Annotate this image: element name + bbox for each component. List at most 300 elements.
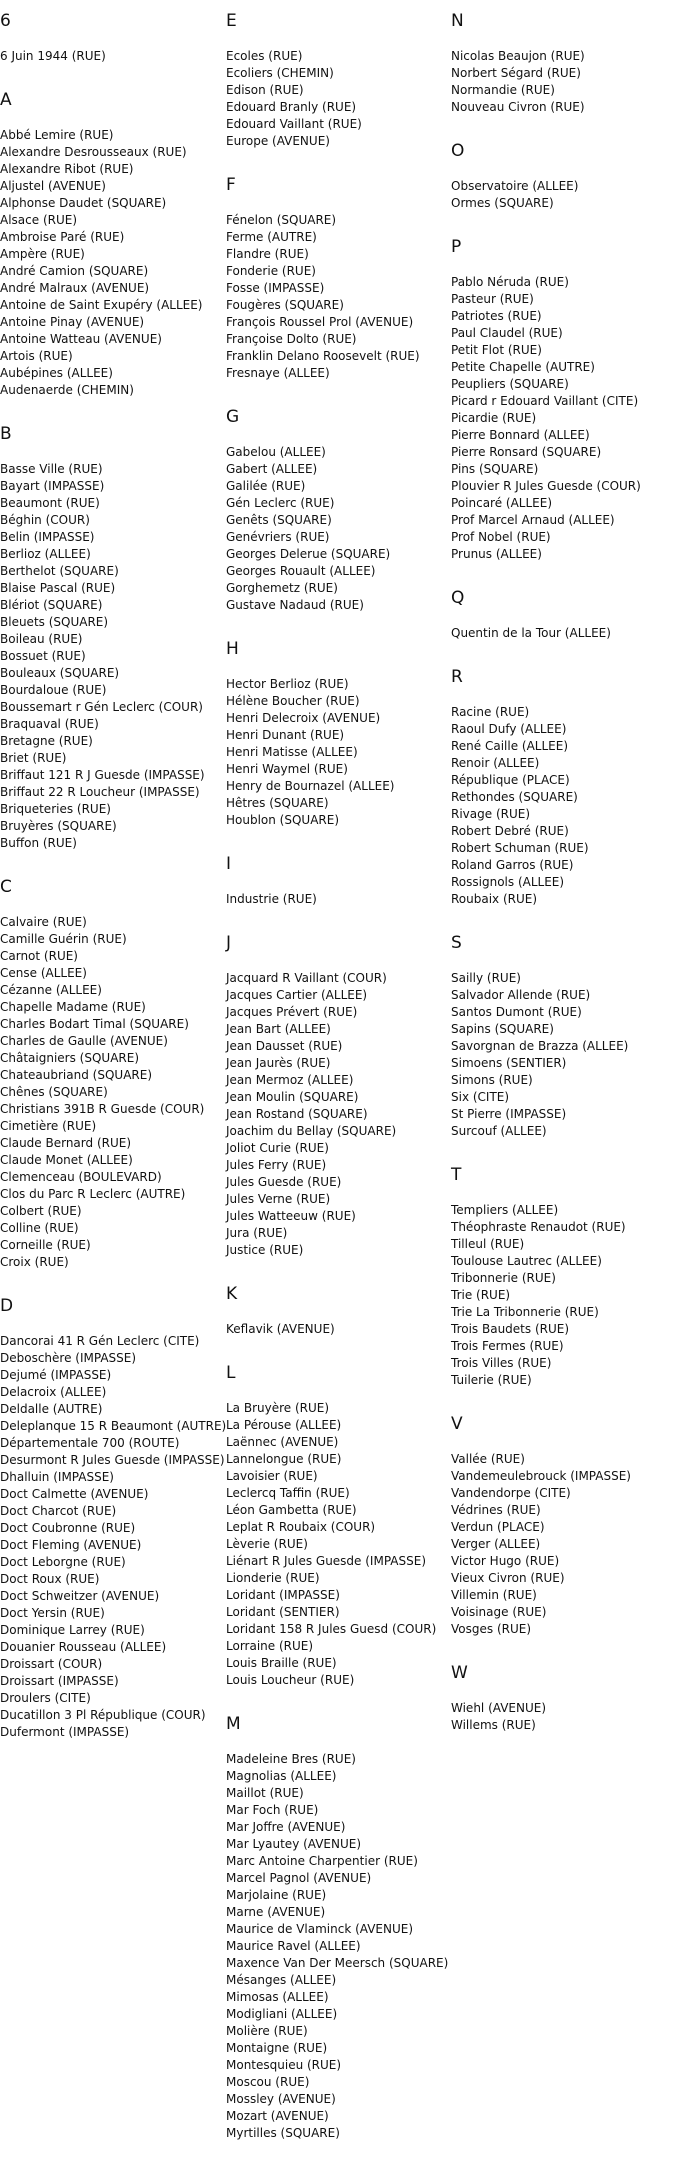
section-letter-heading: 6 — [0, 11, 11, 31]
street-entry: Gabelou (ALLEE) — [226, 445, 326, 459]
street-entry: Artois (RUE) — [0, 349, 73, 363]
street-entry: Genévriers (RUE) — [226, 530, 330, 544]
street-entry: Védrines (RUE) — [451, 1503, 541, 1517]
street-entry: Hélène Boucher (RUE) — [226, 694, 360, 708]
street-entry: Henri Waymel (RUE) — [226, 762, 348, 776]
street-entry: Mar Foch (RUE) — [226, 1803, 319, 1817]
street-entry: Doct Fleming (AVENUE) — [0, 1538, 142, 1552]
street-entry: Marc Antoine Charpentier (RUE) — [226, 1854, 418, 1868]
street-entry: Joachim du Bellay (SQUARE) — [226, 1124, 397, 1138]
street-entry: Charles de Gaulle (AVENUE) — [0, 1034, 168, 1048]
street-entry: André Camion (SQUARE) — [0, 264, 149, 278]
letter-section — [226, 1362, 451, 1689]
street-entry: Prof Nobel (RUE) — [451, 530, 551, 544]
street-entry: Hêtres (SQUARE) — [226, 796, 329, 810]
section-letter-heading: N — [451, 11, 464, 31]
street-entry: Blaise Pascal (RUE) — [0, 581, 116, 595]
letter-section — [0, 1295, 226, 1741]
street-list — [226, 444, 451, 614]
street-entry: Villemin (RUE) — [451, 1588, 537, 1602]
street-entry: Vosges (RUE) — [451, 1622, 532, 1636]
street-entry: Maurice de Vlaminck (AVENUE) — [226, 1922, 414, 1936]
street-entry: Moscou (RUE) — [226, 2075, 310, 2089]
street-entry: Mozart (AVENUE) — [226, 2109, 329, 2123]
street-entry: Bruyères (SQUARE) — [0, 819, 117, 833]
street-entry: Santos Dumont (RUE) — [451, 1005, 582, 1019]
street-entry: Dejumé (IMPASSE) — [0, 1368, 112, 1382]
index-column — [226, 10, 451, 2166]
street-entry: Briffaut 22 R Loucheur (IMPASSE) — [0, 785, 200, 799]
street-entry: Edouard Vaillant (RUE) — [226, 117, 362, 131]
street-entry: Claude Monet (ALLEE) — [0, 1153, 133, 1167]
street-entry: Mésanges (ALLEE) — [226, 1973, 337, 1987]
section-letter-heading: Q — [451, 588, 465, 608]
street-entry: Braquaval (RUE) — [0, 717, 99, 731]
street-entry: Jules Verne (RUE) — [226, 1192, 331, 1206]
street-entry: Observatoire (ALLEE) — [451, 179, 579, 193]
street-entry: Joliot Curie (RUE) — [226, 1141, 329, 1155]
street-entry: Georges Rouault (ALLEE) — [226, 564, 376, 578]
letter-section — [451, 140, 675, 212]
street-entry: Prunus (ALLEE) — [451, 547, 542, 561]
street-list — [451, 1202, 675, 1389]
letter-section — [226, 1283, 451, 1338]
street-entry: Ducatillon 3 Pl République (COUR) — [0, 1708, 206, 1722]
street-list — [451, 1451, 675, 1638]
section-letter-heading: I — [226, 854, 232, 874]
street-entry: Mimosas (ALLEE) — [226, 1990, 329, 2004]
street-entry: Pierre Bonnard (ALLEE) — [451, 428, 590, 442]
street-entry: Six (CITE) — [451, 1090, 510, 1104]
section-letter-heading: W — [451, 1663, 468, 1683]
street-entry: Théophraste Renaudot (RUE) — [451, 1220, 626, 1234]
street-entry: 6 Juin 1944 (RUE) — [0, 49, 106, 63]
street-entry: Fénelon (SQUARE) — [226, 213, 337, 227]
street-entry: Bretagne (RUE) — [0, 734, 93, 748]
letter-section — [451, 666, 675, 908]
street-entry: Voisinage (RUE) — [451, 1605, 547, 1619]
street-entry: Christians 391B R Guesde (COUR) — [0, 1102, 205, 1116]
street-entry: Sapins (SQUARE) — [451, 1022, 554, 1036]
street-list — [451, 1700, 675, 1734]
street-entry: Lèverie (RUE) — [226, 1537, 308, 1551]
street-entry: Marne (AVENUE) — [226, 1905, 326, 1919]
street-list — [226, 48, 451, 150]
letter-section — [226, 638, 451, 829]
street-entry: Doct Coubronne (RUE) — [0, 1521, 136, 1535]
street-entry: Doct Schweitzer (AVENUE) — [0, 1589, 160, 1603]
section-letter-heading: M — [226, 1714, 241, 1734]
street-entry: Louis Braille (RUE) — [226, 1656, 337, 1670]
street-entry: Normandie (RUE) — [451, 83, 555, 97]
street-list — [0, 461, 226, 852]
section-letter-heading: P — [451, 237, 462, 257]
street-entry: Prof Marcel Arnaud (ALLEE) — [451, 513, 615, 527]
street-entry: Rossignols (ALLEE) — [451, 875, 565, 889]
street-entry: Trois Baudets (RUE) — [451, 1322, 570, 1336]
street-entry: Colbert (RUE) — [0, 1204, 82, 1218]
street-entry: Roland Garros (RUE) — [451, 858, 574, 872]
street-entry: Henri Dunant (RUE) — [226, 728, 345, 742]
street-list — [451, 274, 675, 563]
street-entry: Alsace (RUE) — [0, 213, 78, 227]
street-entry: Basse Ville (RUE) — [0, 462, 103, 476]
letter-section — [226, 406, 451, 614]
letter-section — [451, 236, 675, 563]
street-entry: Chênes (SQUARE) — [0, 1085, 108, 1099]
street-entry: Norbert Ségard (RUE) — [451, 66, 581, 80]
letter-section — [0, 89, 226, 399]
street-entry: Fresnaye (ALLEE) — [226, 366, 330, 380]
street-entry: La Bruyère (RUE) — [226, 1401, 330, 1415]
street-entry: Simons (RUE) — [451, 1073, 533, 1087]
street-entry: Doct Roux (RUE) — [0, 1572, 100, 1586]
street-entry: Gabert (ALLEE) — [226, 462, 318, 476]
street-entry: Ormes (SQUARE) — [451, 196, 554, 210]
street-entry: Fosse (IMPASSE) — [226, 281, 325, 295]
street-list — [226, 891, 451, 908]
street-entry: Loridant 158 R Jules Guesd (COUR) — [226, 1622, 437, 1636]
street-entry: Salvador Allende (RUE) — [451, 988, 591, 1002]
letter-section — [451, 1662, 675, 1734]
letter-section — [226, 10, 451, 150]
letter-section — [451, 587, 675, 642]
letter-section — [451, 1164, 675, 1389]
street-entry: Loridant (SENTIER) — [226, 1605, 340, 1619]
letter-section — [226, 853, 451, 908]
street-entry: Edison (RUE) — [226, 83, 304, 97]
section-letter-heading: A — [0, 90, 12, 110]
street-entry: Jean Jaurès (RUE) — [226, 1056, 331, 1070]
street-entry: Pierre Ronsard (SQUARE) — [451, 445, 602, 459]
street-entry: Lionderie (RUE) — [226, 1571, 320, 1585]
street-entry: Antoine Pinay (AVENUE) — [0, 315, 145, 329]
street-entry: Montesquieu (RUE) — [226, 2058, 342, 2072]
letter-section — [226, 1713, 451, 2142]
street-entry: Calvaire (RUE) — [0, 915, 87, 929]
letter-section — [451, 1413, 675, 1638]
street-entry: Lavoisier (RUE) — [226, 1469, 318, 1483]
street-entry: Leplat R Roubaix (COUR) — [226, 1520, 376, 1534]
street-entry: Lannelongue (RUE) — [226, 1452, 342, 1466]
street-entry: Poincaré (ALLEE) — [451, 496, 553, 510]
street-entry: Trois Fermes (RUE) — [451, 1339, 564, 1353]
section-letter-heading: J — [226, 933, 232, 953]
street-entry: Françoise Dolto (RUE) — [226, 332, 357, 346]
street-entry: Vieux Civron (RUE) — [451, 1571, 565, 1585]
section-letter-heading: E — [226, 11, 237, 31]
street-entry: Gén Leclerc (RUE) — [226, 496, 335, 510]
street-entry: Rethondes (SQUARE) — [451, 790, 578, 804]
street-entry: Lorraine (RUE) — [226, 1639, 314, 1653]
street-list — [0, 48, 226, 65]
street-entry: Chateaubriand (SQUARE) — [0, 1068, 152, 1082]
street-entry: Keflavik (AVENUE) — [226, 1322, 335, 1336]
street-entry: Jacquard R Vaillant (COUR) — [226, 971, 387, 985]
street-entry: Jules Guesde (RUE) — [226, 1175, 342, 1189]
street-entry: Briffaut 121 R J Guesde (IMPASSE) — [0, 768, 205, 782]
street-entry: Quentin de la Tour (ALLEE) — [451, 626, 611, 640]
section-letter-heading: F — [226, 175, 236, 195]
street-list — [226, 1321, 451, 1338]
street-entry: Toulouse Lautrec (ALLEE) — [451, 1254, 602, 1268]
section-letter-heading: C — [0, 877, 12, 897]
street-entry: Ecoles (RUE) — [226, 49, 303, 63]
street-entry: Cimetière (RUE) — [0, 1119, 97, 1133]
section-letter-heading: K — [226, 1284, 238, 1304]
street-entry: Bourdaloue (RUE) — [0, 683, 107, 697]
letter-section — [226, 174, 451, 382]
street-entry: Ecoliers (CHEMIN) — [226, 66, 334, 80]
street-entry: Chapelle Madame (RUE) — [0, 1000, 146, 1014]
section-letter-heading: V — [451, 1414, 463, 1434]
street-entry: Paul Claudel (RUE) — [451, 326, 563, 340]
street-entry: Vandemeulebrouck (IMPASSE) — [451, 1469, 631, 1483]
street-entry: Europe (AVENUE) — [226, 134, 330, 148]
section-letter-heading: R — [451, 667, 463, 687]
street-entry: Mar Joffre (AVENUE) — [226, 1820, 346, 1834]
street-entry: Modigliani (ALLEE) — [226, 2007, 338, 2021]
street-entry: Henri Delecroix (AVENUE) — [226, 711, 381, 725]
street-entry: Fonderie (RUE) — [226, 264, 316, 278]
street-entry: Berlioz (ALLEE) — [0, 547, 91, 561]
street-list — [226, 1400, 451, 1689]
street-entry: Droulers (CITE) — [0, 1691, 91, 1705]
street-entry: Bouleaux (SQUARE) — [0, 666, 120, 680]
street-entry: Boussemart r Gén Leclerc (COUR) — [0, 700, 203, 714]
street-entry: Croix (RUE) — [0, 1255, 69, 1269]
street-entry: Béghin (COUR) — [0, 513, 90, 527]
street-entry: Aljustel (AVENUE) — [0, 179, 106, 193]
letter-section — [0, 876, 226, 1271]
street-list — [451, 704, 675, 908]
street-list — [0, 1333, 226, 1741]
street-entry: Aubépines (ALLEE) — [0, 366, 113, 380]
street-entry: Boileau (RUE) — [0, 632, 83, 646]
street-entry: Bayart (IMPASSE) — [0, 479, 105, 493]
street-entry: Georges Delerue (SQUARE) — [226, 547, 391, 561]
street-entry: Trie (RUE) — [451, 1288, 511, 1302]
street-entry: Jean Rostand (SQUARE) — [226, 1107, 368, 1121]
section-letter-heading: B — [0, 424, 12, 444]
street-entry: Petite Chapelle (AUTRE) — [451, 360, 595, 374]
street-entry: Camille Guérin (RUE) — [0, 932, 127, 946]
street-entry: Industrie (RUE) — [226, 892, 317, 906]
street-entry: Départementale 700 (ROUTE) — [0, 1436, 180, 1450]
street-entry: Mar Lyautey (AVENUE) — [226, 1837, 362, 1851]
street-entry: Willems (RUE) — [451, 1718, 536, 1732]
street-list — [226, 212, 451, 382]
street-entry: Marcel Pagnol (AVENUE) — [226, 1871, 372, 1885]
street-entry: Deboschère (IMPASSE) — [0, 1351, 137, 1365]
street-entry: Trie La Tribonnerie (RUE) — [451, 1305, 599, 1319]
street-entry: Cézanne (ALLEE) — [0, 983, 102, 997]
street-entry: Jacques Prévert (RUE) — [226, 1005, 358, 1019]
street-entry: Deldalle (AUTRE) — [0, 1402, 103, 1416]
street-entry: Molière (RUE) — [226, 2024, 308, 2038]
street-entry: Maurice Ravel (ALLEE) — [226, 1939, 361, 1953]
street-entry: St Pierre (IMPASSE) — [451, 1107, 567, 1121]
street-entry: Loridant (IMPASSE) — [226, 1588, 340, 1602]
street-entry: Dhalluin (IMPASSE) — [0, 1470, 114, 1484]
street-entry: Droissart (IMPASSE) — [0, 1674, 119, 1688]
street-entry: Cense (ALLEE) — [0, 966, 87, 980]
street-list — [0, 914, 226, 1271]
street-entry: Edouard Branly (RUE) — [226, 100, 357, 114]
street-entry: Delacroix (ALLEE) — [0, 1385, 107, 1399]
section-letter-heading: D — [0, 1296, 14, 1316]
street-entry: Clemenceau (BOULEVARD) — [0, 1170, 162, 1184]
street-entry: Louis Loucheur (RUE) — [226, 1673, 355, 1687]
letter-section — [0, 423, 226, 852]
street-entry: Jules Watteeuw (RUE) — [226, 1209, 356, 1223]
street-entry: Bleuets (SQUARE) — [0, 615, 109, 629]
street-entry: Wiehl (AVENUE) — [451, 1701, 547, 1715]
street-entry: Raoul Dufy (ALLEE) — [451, 722, 567, 736]
street-entry: Jean Moulin (SQUARE) — [226, 1090, 359, 1104]
street-entry: Dancorai 41 R Gén Leclerc (CITE) — [0, 1334, 200, 1348]
section-letter-heading: G — [226, 407, 240, 427]
street-list — [451, 970, 675, 1140]
street-entry: Bossuet (RUE) — [0, 649, 86, 663]
street-entry: Doct Charcot (RUE) — [0, 1504, 117, 1518]
street-entry: Justice (RUE) — [226, 1243, 304, 1257]
street-entry: Doct Leborgne (RUE) — [0, 1555, 126, 1569]
street-entry: Alexandre Ribot (RUE) — [0, 162, 134, 176]
street-entry: Doct Calmette (AVENUE) — [0, 1487, 149, 1501]
street-entry: Tribonnerie (RUE) — [451, 1271, 556, 1285]
letter-section — [451, 10, 675, 116]
street-entry: Fougères (SQUARE) — [226, 298, 344, 312]
section-letter-heading: L — [226, 1363, 236, 1383]
street-entry: Blériot (SQUARE) — [0, 598, 103, 612]
street-entry: Rivage (RUE) — [451, 807, 531, 821]
street-entry: Maillot (RUE) — [226, 1786, 304, 1800]
street-entry: Corneille (RUE) — [0, 1238, 91, 1252]
street-entry: Vallée (RUE) — [451, 1452, 525, 1466]
letter-section — [0, 10, 226, 65]
section-letter-heading: T — [451, 1165, 462, 1185]
street-entry: Jean Dausset (RUE) — [226, 1039, 343, 1053]
street-entry: Roubaix (RUE) — [451, 892, 538, 906]
street-entry: Deleplanque 15 R Beaumont (AUTRE) — [0, 1419, 227, 1433]
street-entry: Douanier Rousseau (ALLEE) — [0, 1640, 167, 1654]
street-entry: Franklin Delano Roosevelt (RUE) — [226, 349, 420, 363]
street-entry: Racine (RUE) — [451, 705, 530, 719]
street-entry: Verger (ALLEE) — [451, 1537, 541, 1551]
street-entry: Houblon (SQUARE) — [226, 813, 340, 827]
street-entry: Picardie (RUE) — [451, 411, 537, 425]
street-entry: René Caille (ALLEE) — [451, 739, 569, 753]
street-entry: Ampère (RUE) — [0, 247, 85, 261]
street-entry: Liénart R Jules Guesde (IMPASSE) — [226, 1554, 426, 1568]
street-entry: Hector Berlioz (RUE) — [226, 677, 349, 691]
street-entry: Magnolias (ALLEE) — [226, 1769, 337, 1783]
street-entry: Dominique Larrey (RUE) — [0, 1623, 145, 1637]
street-entry: Châtaigniers (SQUARE) — [0, 1051, 140, 1065]
street-entry: Simoens (SENTIER) — [451, 1056, 567, 1070]
street-entry: Templiers (ALLEE) — [451, 1203, 559, 1217]
street-entry: Gustave Nadaud (RUE) — [226, 598, 364, 612]
section-letter-heading: S — [451, 933, 462, 953]
street-entry: Verdun (PLACE) — [451, 1520, 545, 1534]
street-entry: Briet (RUE) — [0, 751, 67, 765]
street-entry: Henry de Bournazel (ALLEE) — [226, 779, 395, 793]
street-entry: Antoine de Saint Exupéry (ALLEE) — [0, 298, 203, 312]
street-list — [226, 1751, 451, 2142]
street-entry: Léon Gambetta (RUE) — [226, 1503, 357, 1517]
street-entry: Jules Ferry (RUE) — [226, 1158, 327, 1172]
street-entry: Trois Villes (RUE) — [451, 1356, 552, 1370]
street-entry: Petit Flot (RUE) — [451, 343, 542, 357]
street-entry: Maxence Van Der Meersch (SQUARE) — [226, 1956, 449, 1970]
street-entry: Claude Bernard (RUE) — [0, 1136, 132, 1150]
street-entry: Robert Schuman (RUE) — [451, 841, 589, 855]
street-entry: La Pérouse (ALLEE) — [226, 1418, 342, 1432]
street-entry: Surcouf (ALLEE) — [451, 1124, 547, 1138]
street-entry: Jacques Cartier (ALLEE) — [226, 988, 368, 1002]
street-entry: Tuilerie (RUE) — [451, 1373, 532, 1387]
street-entry: Savorgnan de Brazza (ALLEE) — [451, 1039, 629, 1053]
street-list — [451, 48, 675, 116]
street-entry: Colline (RUE) — [0, 1221, 79, 1235]
street-entry: Buffon (RUE) — [0, 836, 77, 850]
street-entry: Laënnec (AVENUE) — [226, 1435, 339, 1449]
street-list — [451, 625, 675, 642]
street-entry: Jean Mermoz (ALLEE) — [226, 1073, 354, 1087]
street-entry: Nouveau Civron (RUE) — [451, 100, 585, 114]
street-list — [0, 127, 226, 399]
street-entry: Myrtilles (SQUARE) — [226, 2126, 340, 2140]
street-entry: Jean Bart (ALLEE) — [226, 1022, 331, 1036]
street-entry: Ambroise Paré (RUE) — [0, 230, 125, 244]
street-entry: Jura (RUE) — [226, 1226, 288, 1240]
street-entry: Briqueteries (RUE) — [0, 802, 111, 816]
street-entry: Berthelot (SQUARE) — [0, 564, 119, 578]
street-entry: Dufermont (IMPASSE) — [0, 1725, 130, 1739]
letter-section — [451, 932, 675, 1140]
street-entry: Audenaerde (CHEMIN) — [0, 383, 134, 397]
street-entry: Madeleine Bres (RUE) — [226, 1752, 356, 1766]
street-entry: Carnot (RUE) — [0, 949, 78, 963]
street-entry: André Malraux (AVENUE) — [0, 281, 150, 295]
street-entry: Genêts (SQUARE) — [226, 513, 332, 527]
street-entry: Alphonse Daudet (SQUARE) — [0, 196, 167, 210]
street-entry: Marjolaine (RUE) — [226, 1888, 327, 1902]
street-entry: François Roussel Prol (AVENUE) — [226, 315, 414, 329]
street-entry: Patriotes (RUE) — [451, 309, 542, 323]
index-column — [0, 10, 226, 2166]
street-entry: Beaumont (RUE) — [0, 496, 100, 510]
street-entry: Vandendorpe (CITE) — [451, 1486, 571, 1500]
street-entry: Ferme (AUTRE) — [226, 230, 317, 244]
section-letter-heading: H — [226, 639, 239, 659]
street-entry: Pasteur (RUE) — [451, 292, 534, 306]
street-entry: Charles Bodart Timal (SQUARE) — [0, 1017, 189, 1031]
street-entry: Sailly (RUE) — [451, 971, 521, 985]
letter-section — [226, 932, 451, 1259]
index-column — [451, 10, 675, 2166]
street-entry: Droissart (COUR) — [0, 1657, 103, 1671]
street-entry: Picard r Edouard Vaillant (CITE) — [451, 394, 639, 408]
street-entry: Robert Debré (RUE) — [451, 824, 569, 838]
street-list — [226, 970, 451, 1259]
street-entry: Plouvier R Jules Guesde (COUR) — [451, 479, 641, 493]
street-entry: Doct Yersin (RUE) — [0, 1606, 105, 1620]
street-list — [451, 178, 675, 212]
street-entry: Belin (IMPASSE) — [0, 530, 95, 544]
street-entry: Peupliers (SQUARE) — [451, 377, 569, 391]
